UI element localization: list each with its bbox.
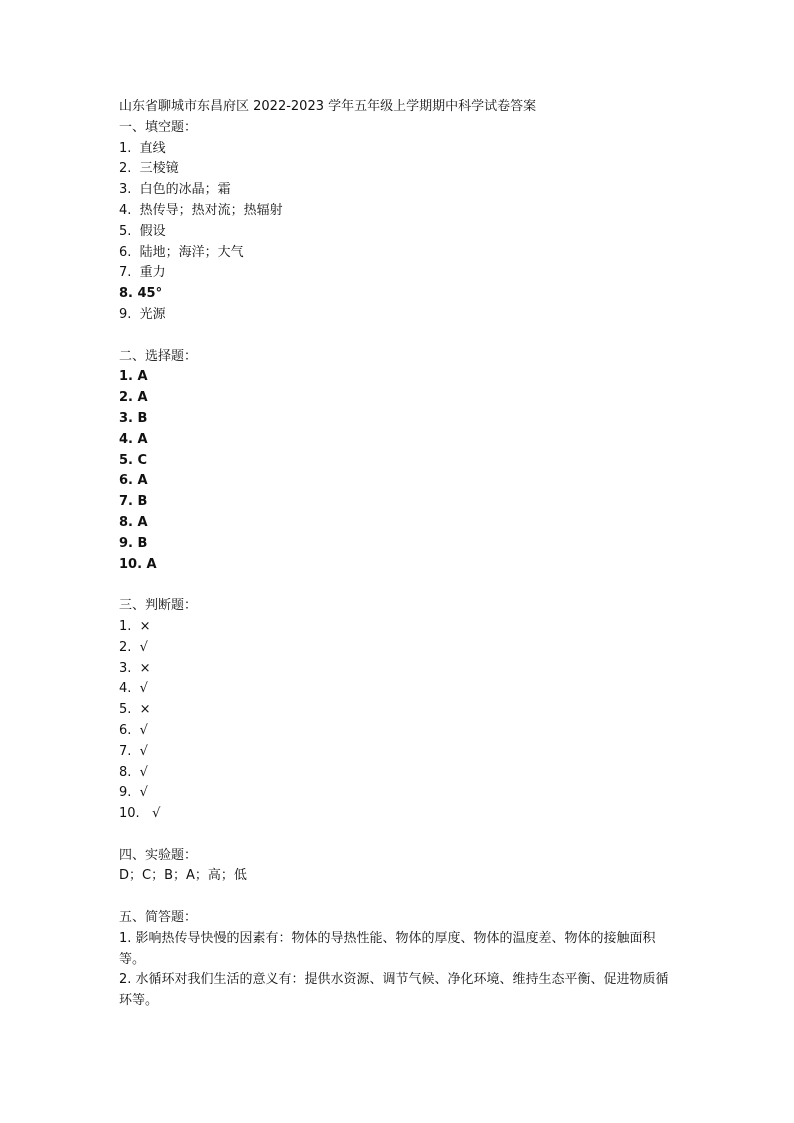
answer-paragraph: 2. 水循环对我们生活的意义有：提供水资源、调节气候、净化环境、维持生态平衡、促进物质循环等。 (119, 972, 669, 1009)
answer-item: 9. B (119, 535, 148, 551)
spacer (119, 575, 679, 596)
answer-item: 1. × (119, 618, 151, 634)
answer-item: 6. √ (119, 722, 148, 738)
section-heading: 一、填空题： (119, 119, 198, 135)
answer-item: 4. 热传导；热对流；热辐射 (119, 202, 283, 218)
answer-item: 10. A (119, 556, 157, 572)
section-heading: 五、简答题： (119, 910, 198, 926)
section-fill-in (119, 118, 679, 326)
answer-item: D；C；B；A；高；低 (119, 868, 247, 884)
spacer (119, 887, 679, 908)
answer-item: 2. √ (119, 639, 148, 655)
section-short-answer (119, 908, 679, 1012)
answer-item: 8. √ (119, 764, 148, 780)
answer-item: 8. 45° (119, 286, 163, 302)
answer-item: 5. 假设 (119, 223, 166, 239)
answer-item: 3. × (119, 660, 151, 676)
answer-item: 3. B (119, 410, 148, 426)
document-page (119, 97, 679, 1012)
answer-item: 1. 直线 (119, 140, 166, 156)
answer-item: 6. A (119, 473, 148, 489)
section-experiment (119, 846, 679, 888)
answer-item: 7. 重力 (119, 265, 166, 281)
answer-item: 7. B (119, 494, 148, 510)
answer-item: 8. A (119, 514, 148, 530)
answer-item: 9. √ (119, 785, 148, 801)
section-true-false (119, 596, 679, 825)
answer-item: 4. A (119, 431, 148, 447)
section-heading: 二、选择题： (119, 348, 198, 364)
answer-item: 4. √ (119, 681, 148, 697)
answer-paragraph: 1. 影响热传导快慢的因素有：物体的导热性能、物体的厚度、物体的温度差、物体的接触面积等。 (119, 930, 656, 967)
answer-item: 2. A (119, 390, 148, 406)
answer-item: 1. A (119, 369, 148, 385)
document-title: 山东省聊城市东昌府区 2022-2023 学年五年级上学期期中科学试卷答案 (119, 99, 537, 114)
answer-item: 5. × (119, 702, 151, 718)
answer-item: 6. 陆地；海洋；大气 (119, 244, 244, 260)
section-heading: 四、实验题： (119, 847, 198, 863)
answer-item: 7. √ (119, 743, 148, 759)
answer-item: 9. 光源 (119, 306, 166, 322)
answer-item: 3. 白色的冰晶；霜 (119, 182, 231, 198)
section-multiple-choice (119, 347, 679, 576)
answer-item: 5. C (119, 452, 148, 468)
spacer (119, 825, 679, 846)
spacer (119, 326, 679, 347)
answer-item: 10. √ (119, 806, 161, 822)
answer-item: 2. 三棱镜 (119, 161, 179, 177)
section-heading: 三、判断题： (119, 598, 198, 614)
